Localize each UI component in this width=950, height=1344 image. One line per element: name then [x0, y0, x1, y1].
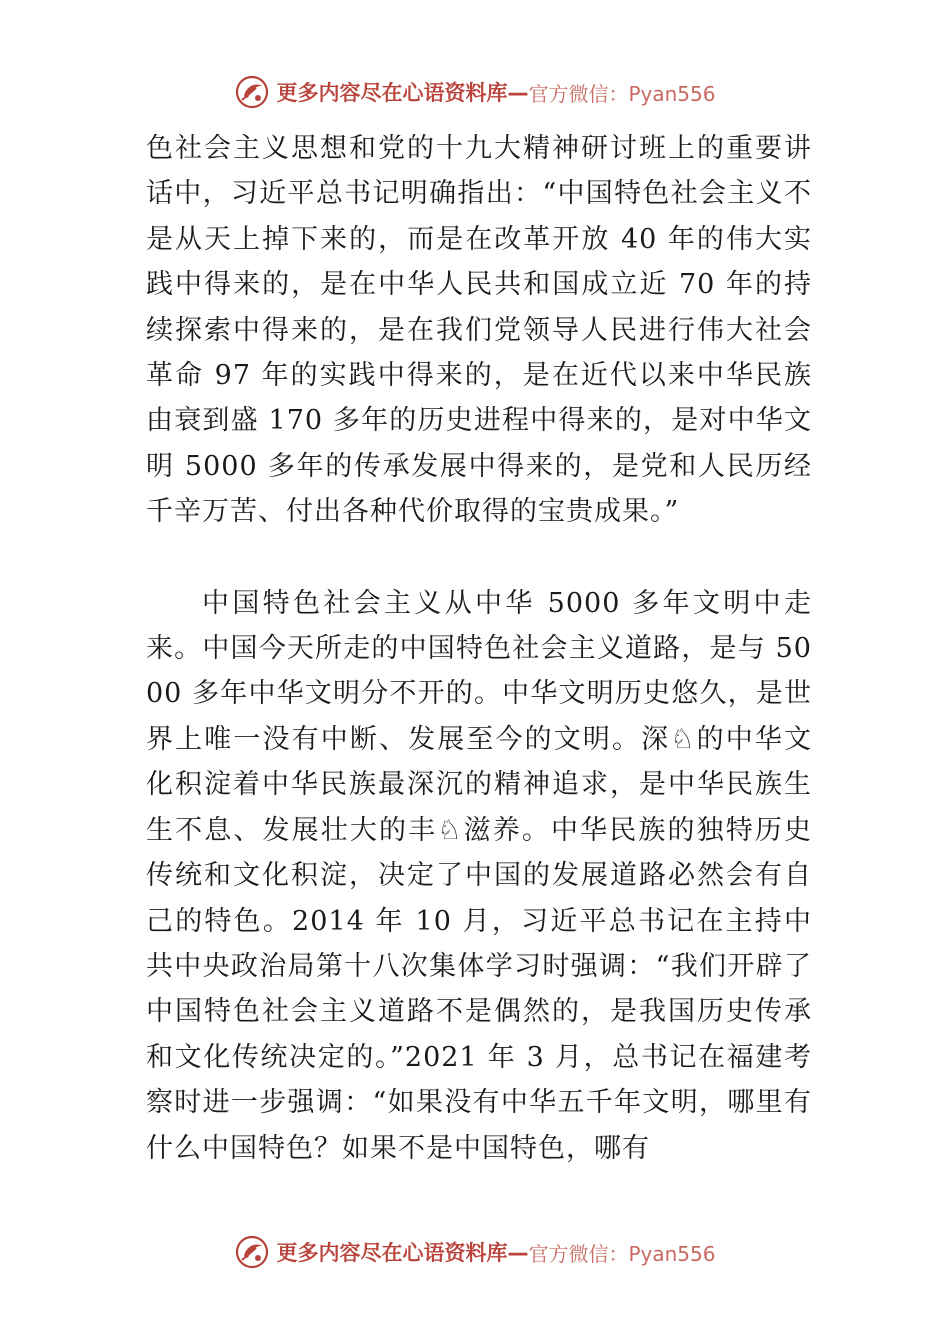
banner-text: 更多内容尽在心语资料库—	[276, 1241, 529, 1265]
banner-contact: 官方微信：Pyan556	[528, 1241, 716, 1266]
document-body	[146, 126, 812, 1171]
banner-contact: 官方微信：Pyan556	[528, 81, 716, 106]
logo-icon	[234, 74, 270, 110]
banner-text: 更多内容尽在心语资料库—	[276, 81, 529, 105]
paragraph: 中国特色社会主义从中华 5000 多年文明中走来。中国今天所走的中国特色社会主义道路，是与 5000 多年中华文明分不开的。中华文明历史悠久，是世界上唯一没有中断、发展至今的文明。深♘的中华文化积淀着中华民族最深沉的精神追求，是中华民族生生不息、发展壮大的丰♘滋养。中华民族的独特历史传统和文化积淀，决定了中国的发展道路必然会有自己的特色。2014 年 10 月，习近平总书记在主持中共中央政治局第十八次集体学习时强调：“我们开辟了中国特色社会主义道路不是偶然的，是我国历史传承和文化传统决定的。”2021 年 3 月，总书记在福建考察时进一步强调：“如果没有中华五千年文明，哪里有什么中国特色？如果不是中国特色，哪有	[146, 587, 812, 1164]
footer-banner	[0, 1232, 950, 1272]
logo-icon	[234, 1234, 270, 1270]
header-banner	[0, 72, 950, 112]
paragraph: 色社会主义思想和党的十九大精神研讨班上的重要讲话中，习近平总书记明确指出：“中国特色社会主义不是从天上掉下来的，而是在改革开放 40 年的伟大实践中得来的，是在中华人民共和国成立近 70 年的持续探索中得来的，是在我们党领导人民进行伟大社会革命 97 年的实践中得来的，是在近代以来中华民族由衰到盛 170 多年的历史进程中得来的，是对中华文明 5000 多年的传承发展中得来的，是党和人民历经千辛万苦、付出各种代价取得的宝贵成果。”	[146, 133, 812, 528]
